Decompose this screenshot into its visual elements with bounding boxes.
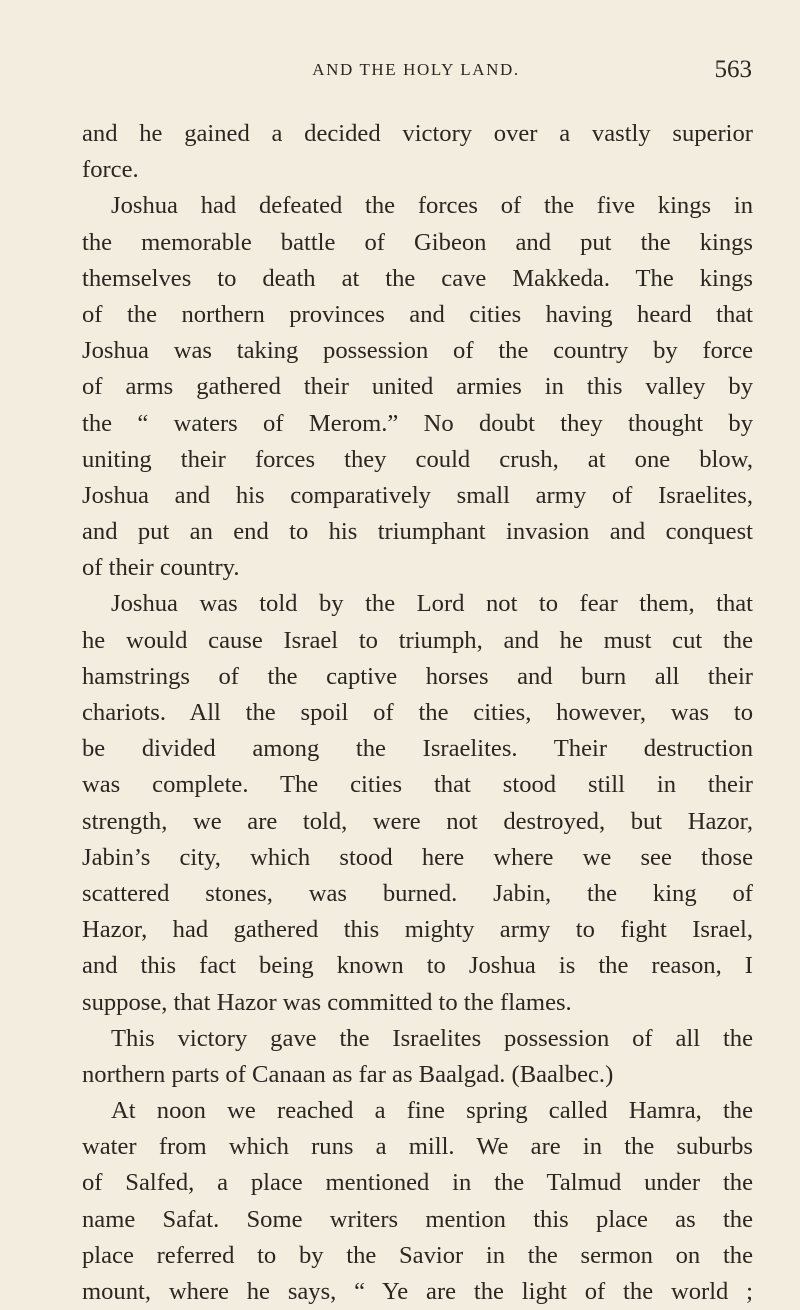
text-line: Joshua and his comparatively small army of Israelites, xyxy=(82,481,753,509)
text-line: strength, we are told, were not destroyed, but Hazor, xyxy=(82,807,753,835)
text-line: and put an end to his triumphant invasion and conquest xyxy=(82,518,753,546)
body-text xyxy=(82,116,753,1310)
text-line: chariots. All the spoil of the cities, however, was to xyxy=(82,699,753,726)
text-line: scattered stones, was burned. Jabin, the king of xyxy=(82,879,753,907)
text-line: and he gained a decided victory over a vastly superior xyxy=(82,120,753,147)
text-line: was complete. The cities that stood still in their xyxy=(82,771,753,799)
text-line: force. xyxy=(82,156,139,184)
text-line: and this fact being known to Joshua is the reason, I xyxy=(82,952,753,980)
text-line: of Salfed, a place mentioned in the Talmud under the xyxy=(82,1169,753,1197)
text-line: mount, where he says, “ Ye are the light of the world ; xyxy=(82,1278,753,1305)
text-line: of arms gathered their united armies in this valley by xyxy=(82,373,753,401)
text-line: This victory gave the Israelites possession of all the xyxy=(111,1024,753,1052)
text-line: At noon we reached a fine spring called Hamra, the xyxy=(111,1097,753,1125)
text-line: Hazor, had gathered this mighty army to fight Israel, xyxy=(82,916,753,944)
text-line: Joshua had defeated the forces of the five kings in xyxy=(111,192,753,220)
text-line: be divided among the Israelites. Their destruction xyxy=(82,735,753,763)
text-line: northern parts of Canaan as far as Baalgad. (Baalbec.) xyxy=(82,1060,614,1088)
text-line: suppose, that Hazor was committed to the flames. xyxy=(82,988,572,1016)
text-line: Joshua was told by the Lord not to fear them, that xyxy=(111,590,753,618)
text-line: Joshua was taking possession of the country by force xyxy=(82,337,753,365)
text-line: of their country. xyxy=(82,554,240,582)
text-line: he would cause Israel to triumph, and he must cut the xyxy=(82,626,753,654)
text-line: of the northern provinces and cities having heard that xyxy=(82,300,753,328)
text-line: place referred to by the Savior in the sermon on the xyxy=(82,1241,753,1269)
text-line: Jabin’s city, which stood here where we see those xyxy=(82,843,753,871)
running-head xyxy=(80,56,752,86)
text-line: the memorable battle of Gibeon and put the kings xyxy=(82,228,753,256)
text-line: the “ waters of Merom.” No doubt they thought by xyxy=(82,409,753,437)
text-line: hamstrings of the captive horses and burn all their xyxy=(82,662,753,690)
text-line: water from which runs a mill. We are in the suburbs xyxy=(82,1133,753,1161)
page-number: 563 xyxy=(714,56,752,83)
text-line: uniting their forces they could crush, at one blow, xyxy=(82,445,753,473)
text-line: themselves to death at the cave Makkeda. The kings xyxy=(82,264,753,292)
text-line: name Safat. Some writers mention this place as the xyxy=(82,1205,753,1233)
running-title: AND THE HOLY LAND. xyxy=(312,60,520,79)
